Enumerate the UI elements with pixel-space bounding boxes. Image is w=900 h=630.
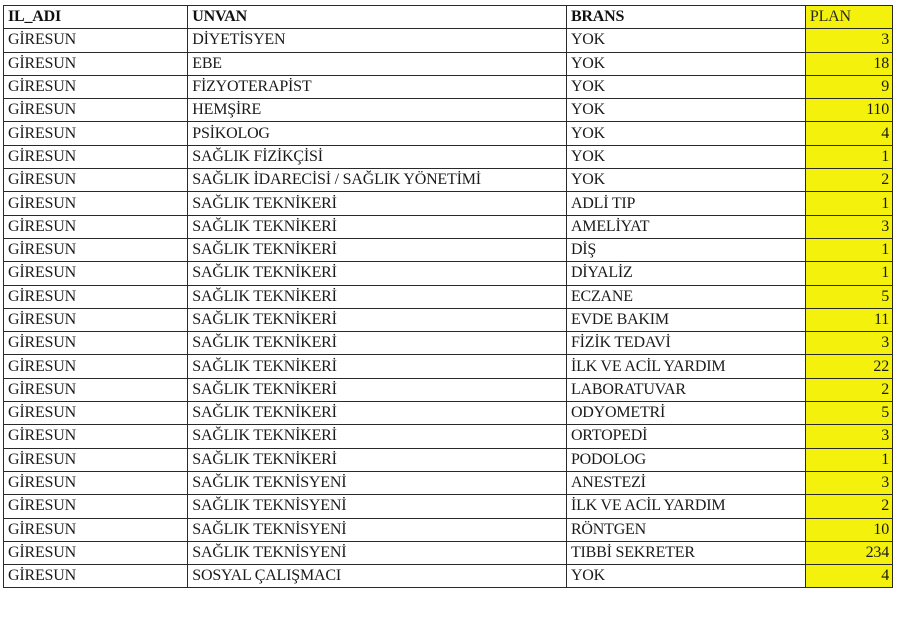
table-row (4, 541, 893, 564)
header-unvan: UNVAN (188, 6, 567, 29)
cell-unvan: SOSYAL ÇALIŞMACI (188, 565, 567, 588)
cell-brans: İLK VE ACİL YARDIM (566, 355, 805, 378)
cell-il-adi: GİRESUN (4, 565, 188, 588)
cell-unvan: SAĞLIK TEKNİKERİ (188, 425, 567, 448)
cell-unvan: SAĞLIK FİZİKÇİSİ (188, 145, 567, 168)
cell-brans: YOK (566, 145, 805, 168)
cell-brans: YOK (566, 29, 805, 52)
cell-unvan: SAĞLIK TEKNİKERİ (188, 378, 567, 401)
cell-il-adi: GİRESUN (4, 355, 188, 378)
cell-brans: DİŞ (566, 238, 805, 261)
cell-brans: AMELİYAT (566, 215, 805, 238)
cell-brans: YOK (566, 52, 805, 75)
cell-brans: LABORATUVAR (566, 378, 805, 401)
cell-il-adi: GİRESUN (4, 518, 188, 541)
table-row (4, 355, 893, 378)
cell-il-adi: GİRESUN (4, 29, 188, 52)
cell-brans: FİZİK TEDAVİ (566, 332, 805, 355)
cell-plan: 3 (805, 425, 892, 448)
cell-il-adi: GİRESUN (4, 541, 188, 564)
table-row (4, 29, 893, 52)
cell-unvan: SAĞLIK TEKNİKERİ (188, 332, 567, 355)
cell-brans: DİYALİZ (566, 262, 805, 285)
cell-unvan: EBE (188, 52, 567, 75)
table-row (4, 425, 893, 448)
cell-plan: 11 (805, 308, 892, 331)
cell-brans: ODYOMETRİ (566, 402, 805, 425)
cell-unvan: SAĞLIK TEKNİSYENİ (188, 518, 567, 541)
cell-unvan: SAĞLIK TEKNİKERİ (188, 448, 567, 471)
cell-unvan: HEMŞİRE (188, 99, 567, 122)
cell-unvan: SAĞLIK TEKNİSYENİ (188, 541, 567, 564)
cell-plan: 3 (805, 215, 892, 238)
cell-il-adi: GİRESUN (4, 495, 188, 518)
cell-plan: 4 (805, 565, 892, 588)
cell-unvan: SAĞLIK TEKNİSYENİ (188, 495, 567, 518)
cell-il-adi: GİRESUN (4, 448, 188, 471)
header-row (4, 6, 893, 29)
table-row (4, 402, 893, 425)
table-row (4, 75, 893, 98)
cell-il-adi: GİRESUN (4, 99, 188, 122)
cell-brans: YOK (566, 75, 805, 98)
cell-brans: ORTOPEDİ (566, 425, 805, 448)
cell-plan: 5 (805, 285, 892, 308)
table-row (4, 262, 893, 285)
cell-unvan: SAĞLIK TEKNİKERİ (188, 192, 567, 215)
cell-unvan: SAĞLIK TEKNİKERİ (188, 238, 567, 261)
table-row (4, 122, 893, 145)
header-il-adi: IL_ADI (4, 6, 188, 29)
cell-il-adi: GİRESUN (4, 262, 188, 285)
cell-il-adi: GİRESUN (4, 425, 188, 448)
table-row (4, 169, 893, 192)
cell-brans: PODOLOG (566, 448, 805, 471)
cell-plan: 5 (805, 402, 892, 425)
cell-plan: 2 (805, 495, 892, 518)
cell-il-adi: GİRESUN (4, 402, 188, 425)
cell-il-adi: GİRESUN (4, 145, 188, 168)
cell-plan: 3 (805, 29, 892, 52)
cell-brans: YOK (566, 99, 805, 122)
cell-unvan: SAĞLIK TEKNİSYENİ (188, 471, 567, 494)
cell-plan: 3 (805, 332, 892, 355)
cell-brans: RÖNTGEN (566, 518, 805, 541)
cell-unvan: SAĞLIK TEKNİKERİ (188, 402, 567, 425)
cell-il-adi: GİRESUN (4, 169, 188, 192)
table-row (4, 448, 893, 471)
table-row (4, 518, 893, 541)
cell-plan: 2 (805, 169, 892, 192)
cell-plan: 1 (805, 448, 892, 471)
cell-brans: İLK VE ACİL YARDIM (566, 495, 805, 518)
table-row (4, 285, 893, 308)
cell-il-adi: GİRESUN (4, 215, 188, 238)
cell-unvan: SAĞLIK İDARECİSİ / SAĞLIK YÖNETİMİ (188, 169, 567, 192)
cell-plan: 1 (805, 262, 892, 285)
cell-brans: TIBBİ SEKRETER (566, 541, 805, 564)
table-row (4, 378, 893, 401)
cell-plan: 110 (805, 99, 892, 122)
table-row (4, 99, 893, 122)
cell-il-adi: GİRESUN (4, 238, 188, 261)
cell-unvan: SAĞLIK TEKNİKERİ (188, 215, 567, 238)
cell-il-adi: GİRESUN (4, 52, 188, 75)
cell-unvan: SAĞLIK TEKNİKERİ (188, 308, 567, 331)
cell-plan: 9 (805, 75, 892, 98)
cell-brans: YOK (566, 122, 805, 145)
cell-plan: 10 (805, 518, 892, 541)
cell-plan: 3 (805, 471, 892, 494)
cell-brans: EVDE BAKIM (566, 308, 805, 331)
cell-il-adi: GİRESUN (4, 308, 188, 331)
table-row (4, 238, 893, 261)
cell-unvan: FİZYOTERAPİST (188, 75, 567, 98)
cell-unvan: DİYETİSYEN (188, 29, 567, 52)
cell-brans: ECZANE (566, 285, 805, 308)
table-row (4, 52, 893, 75)
cell-il-adi: GİRESUN (4, 192, 188, 215)
cell-unvan: SAĞLIK TEKNİKERİ (188, 355, 567, 378)
table-row (4, 565, 893, 588)
table-row (4, 215, 893, 238)
staff-plan-table (3, 5, 893, 588)
cell-brans: ADLİ TIP (566, 192, 805, 215)
header-brans: BRANS (566, 6, 805, 29)
cell-plan: 2 (805, 378, 892, 401)
cell-il-adi: GİRESUN (4, 378, 188, 401)
cell-il-adi: GİRESUN (4, 332, 188, 355)
table-row (4, 308, 893, 331)
table-row (4, 145, 893, 168)
cell-plan: 234 (805, 541, 892, 564)
cell-il-adi: GİRESUN (4, 471, 188, 494)
cell-il-adi: GİRESUN (4, 122, 188, 145)
table-row (4, 332, 893, 355)
table-row (4, 471, 893, 494)
cell-unvan: PSİKOLOG (188, 122, 567, 145)
cell-il-adi: GİRESUN (4, 75, 188, 98)
cell-brans: YOK (566, 169, 805, 192)
cell-plan: 4 (805, 122, 892, 145)
cell-plan: 22 (805, 355, 892, 378)
header-plan: PLAN (805, 6, 892, 29)
cell-unvan: SAĞLIK TEKNİKERİ (188, 285, 567, 308)
cell-il-adi: GİRESUN (4, 285, 188, 308)
table-row (4, 495, 893, 518)
cell-plan: 1 (805, 192, 892, 215)
cell-plan: 1 (805, 145, 892, 168)
cell-unvan: SAĞLIK TEKNİKERİ (188, 262, 567, 285)
cell-brans: YOK (566, 565, 805, 588)
cell-plan: 18 (805, 52, 892, 75)
cell-plan: 1 (805, 238, 892, 261)
table-row (4, 192, 893, 215)
cell-brans: ANESTEZİ (566, 471, 805, 494)
